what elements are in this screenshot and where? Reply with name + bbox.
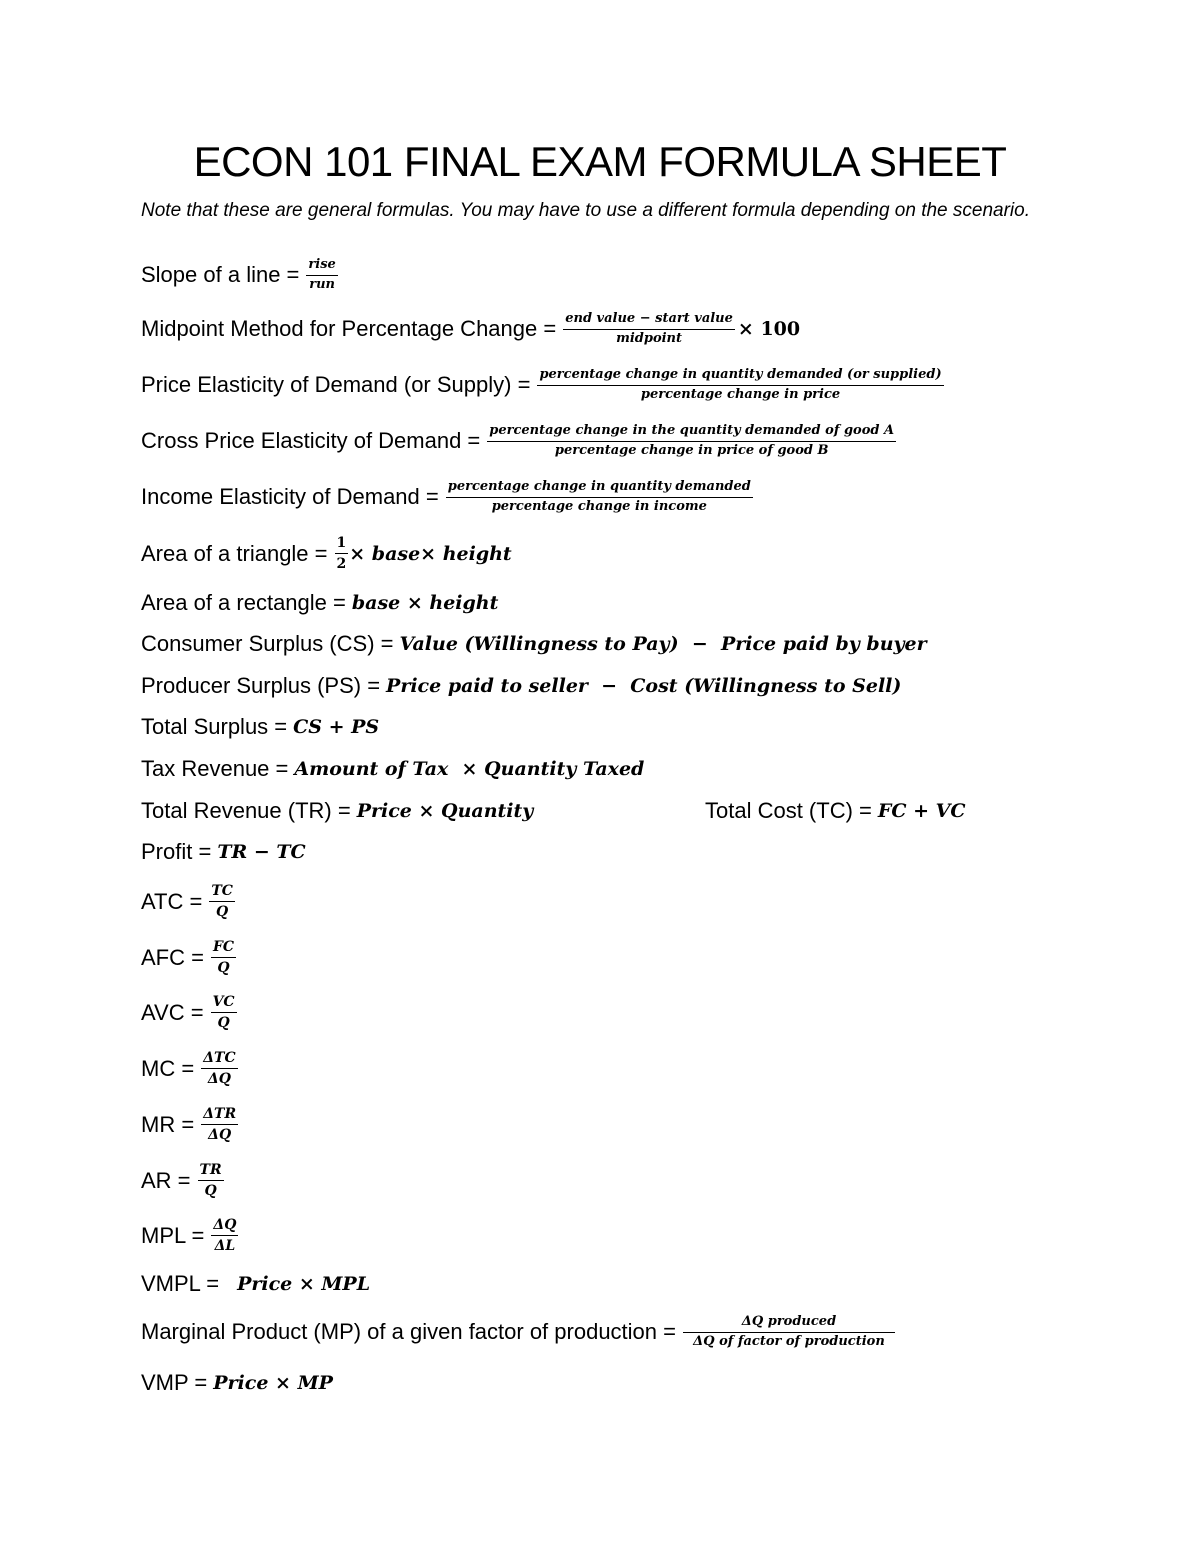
formula-total-revenue [141,798,533,824]
formula-mr [141,1106,239,1143]
formula-area-rectangle [141,590,498,616]
denominator: percentage change in price of good B [554,442,829,458]
denominator: ΔQ [208,1127,232,1144]
multiplier: × 100 [737,318,801,341]
numerator: end value − start value [563,312,735,330]
numerator: percentage change in quantity demanded [446,480,753,498]
formula-label: AVC = [141,999,204,1025]
formula-label: ATC = [141,888,203,914]
formula-mpl [141,1217,239,1254]
formula-tax-revenue [141,756,644,782]
formula-label: Cross Price Elasticity of Demand = [141,428,481,454]
formula-expression: Price × MPL [237,1273,371,1295]
formula-mc [141,1050,239,1087]
fraction [564,312,734,347]
denominator: ΔQ of factor of production [693,1333,885,1349]
note-text: Note that these are general formulas. You may have to use a different formula depending on the scenario. [141,200,1030,221]
formula-total-cost [705,798,966,824]
denominator: Q [217,960,230,977]
fraction [212,1217,237,1254]
formula-income-elasticity [141,480,754,515]
formula-label: Price Elasticity of Demand (or Supply) = [141,372,531,398]
numerator: FC [211,939,236,958]
formula-label: Profit = [141,839,212,864]
formula-expression: CS + PS [293,716,380,738]
denominator: percentage change in income [491,498,707,514]
formula-label: Marginal Product (MP) of a given factor of production = [141,1319,676,1345]
fraction [212,939,235,976]
numerator: ΔQ [211,1217,238,1236]
formula-label: Total Revenue (TR) = [141,798,351,823]
numerator: rise [306,258,337,276]
formula-cross-price-elasticity [141,424,897,459]
denominator: percentage change in price [640,386,841,402]
denominator: 2 [336,556,347,573]
fraction [538,368,942,403]
formula-vmpl [141,1271,370,1297]
denominator: Q [204,1183,217,1200]
formula-expression: Price × Quantity [356,800,534,822]
formula-label: MPL = [141,1222,205,1248]
formula-expression: base × height [351,592,499,614]
formula-area-triangle [141,535,512,572]
formula-label: Area of a triangle = [141,540,328,566]
formula-producer-surplus [141,673,901,699]
numerator: 1 [335,535,349,554]
numerator: percentage change in quantity demanded (or supplied) [537,368,943,386]
numerator: ΔTC [201,1050,237,1069]
denominator: midpoint [616,330,683,346]
numerator: percentage change in the quantity demanded of good A [487,424,896,442]
formula-label: MR = [141,1111,195,1137]
formula-label: Total Surplus = [141,714,288,739]
fraction [199,1162,223,1199]
fraction [202,1050,236,1087]
formula-label: Income Elasticity of Demand = [141,484,439,510]
page-title: ECON 101 FINAL EXAM FORMULA SHEET [193,138,1007,185]
formula-label: Area of a rectangle = [141,590,346,615]
fraction [212,994,236,1031]
denominator: ΔQ [207,1071,231,1088]
formula-marginal-product [141,1315,896,1350]
formula-price-elasticity [141,368,945,403]
numerator: ΔTR [201,1106,238,1125]
fraction [684,1315,894,1350]
numerator: TR [198,1162,224,1181]
formula-atc [141,883,236,920]
formula-total-surplus [141,714,379,740]
fraction [488,424,895,459]
formula-profit [141,839,306,865]
formula-label: Slope of a line = [141,262,300,288]
denominator: ΔL [214,1238,236,1255]
formula-label: VMPL = [141,1271,220,1296]
formula-label: Total Cost (TC) = [705,798,872,823]
formula-label: Producer Surplus (PS) = [141,673,381,698]
numerator: TC [209,883,235,902]
formula-expression: FC + VC [877,800,966,822]
denominator: Q [216,904,229,921]
formula-midpoint [141,312,800,347]
formula-slope [141,258,339,293]
formula-vmp [141,1370,333,1396]
formula-consumer-surplus [141,631,927,657]
formula-expression: TR − TC [217,841,306,863]
numerator: ΔQ produced [683,1315,895,1333]
denominator: run [309,276,335,292]
fraction [202,1106,237,1143]
fraction [447,480,752,515]
formula-avc [141,994,238,1031]
fraction [210,883,234,920]
formula-label: AFC = [141,944,204,970]
formula-label: MC = [141,1055,195,1081]
formula-expression: Value (Willingness to Pay) − Price paid by buyer [399,633,927,655]
formula-expression: Price paid to seller − Cost (Willingness to Sell) [386,675,902,697]
formula-afc [141,939,237,976]
formula-label: AR = [141,1167,191,1193]
formula-label: Midpoint Method for Percentage Change = [141,316,557,342]
numerator: VC [211,994,237,1013]
formula-expression: × base× height [349,542,512,565]
formula-ar [141,1162,225,1199]
formula-expression: Amount of Tax × Quantity Taxed [294,758,645,780]
formula-label: Consumer Surplus (CS) = [141,631,394,656]
formula-label: VMP = [141,1370,208,1395]
formula-label: Tax Revenue = [141,756,289,781]
fraction [336,535,348,572]
denominator: Q [217,1015,230,1032]
fraction [307,258,336,293]
formula-expression: Price × MP [213,1372,333,1394]
